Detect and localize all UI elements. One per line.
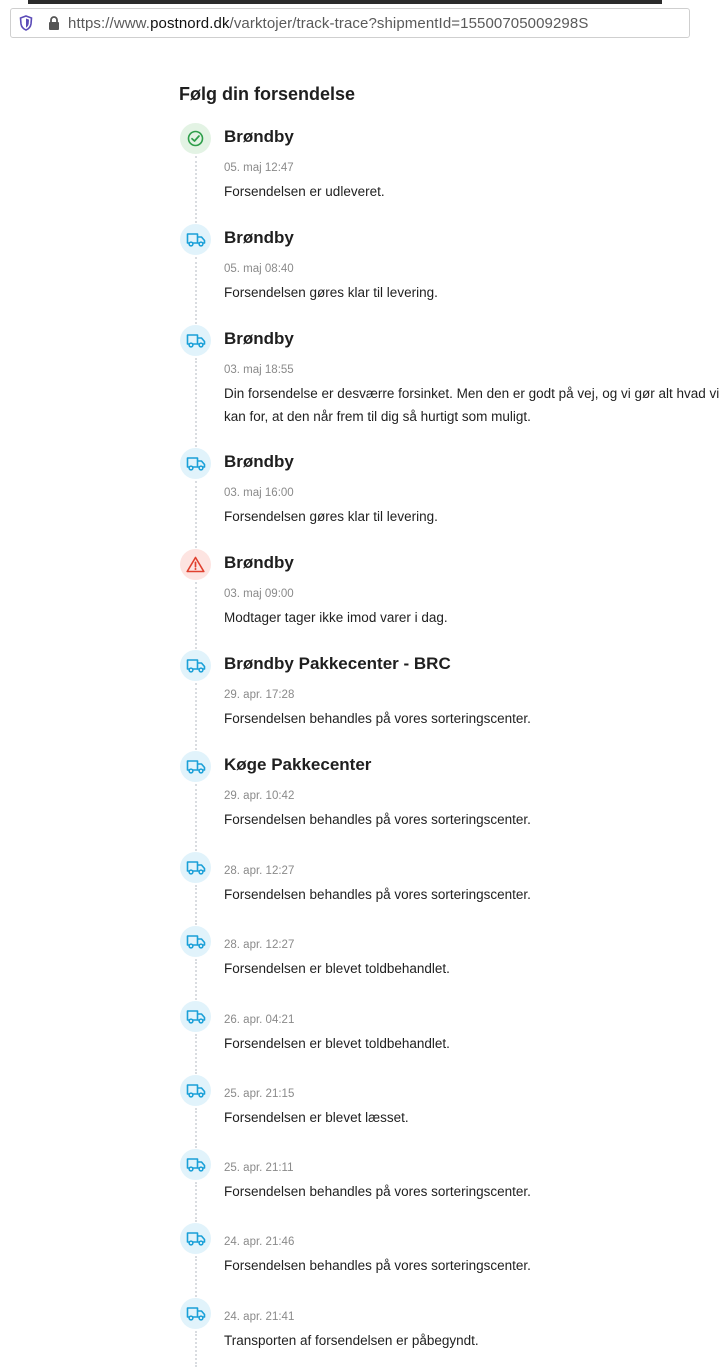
event-timestamp: 24. apr. 21:46 xyxy=(224,1236,295,1248)
event-description xyxy=(224,1032,450,1055)
truck-icon xyxy=(180,1298,211,1329)
event-location: Køge Pakkecenter xyxy=(224,755,372,774)
event-location: Brøndby xyxy=(224,127,294,146)
event-description xyxy=(224,1180,531,1203)
truck-icon xyxy=(180,926,211,957)
event-timestamp: 26. apr. 04:21 xyxy=(224,1014,295,1026)
timeline-connector xyxy=(195,358,197,447)
event-description xyxy=(224,382,719,428)
event-description xyxy=(224,808,531,831)
event-description xyxy=(224,505,438,528)
event-location: Brøndby xyxy=(224,553,294,572)
event-description-line: Forsendelsen behandles på vores sorteringscenter. xyxy=(224,1184,531,1199)
event-description-line: Forsendelsen er blevet toldbehandlet. xyxy=(224,961,450,976)
event-description xyxy=(224,281,438,304)
timeline-connector xyxy=(195,1256,197,1297)
timeline-connector xyxy=(195,885,197,925)
truck-icon xyxy=(180,751,211,782)
event-timestamp: 28. apr. 12:27 xyxy=(224,939,295,951)
event-description-line: kan for, at den når frem til dig så hurtigt som muligt. xyxy=(224,409,531,424)
event-description xyxy=(224,1329,479,1352)
event-location: Brøndby xyxy=(224,452,294,471)
event-description xyxy=(224,606,448,629)
event-description-line: Transporten af forsendelsen er påbegyndt. xyxy=(224,1333,479,1348)
event-location: Brøndby xyxy=(224,228,294,247)
event-description xyxy=(224,957,450,980)
event-timestamp: 24. apr. 21:41 xyxy=(224,1311,295,1323)
event-description-line: Forsendelsen behandles på vores sorteringscenter. xyxy=(224,1258,531,1273)
timeline-connector xyxy=(195,481,197,548)
event-description-line: Forsendelsen er blevet toldbehandlet. xyxy=(224,1036,450,1051)
check-circle-icon xyxy=(180,123,211,154)
truck-icon xyxy=(180,852,211,883)
timeline-connector xyxy=(195,683,197,750)
timeline-connector xyxy=(195,1182,197,1222)
event-timestamp: 05. maj 08:40 xyxy=(224,263,294,275)
event-description xyxy=(224,1254,531,1277)
truck-icon xyxy=(180,224,211,255)
event-timestamp: 29. apr. 10:42 xyxy=(224,790,295,802)
truck-icon xyxy=(180,1075,211,1106)
event-description-line: Forsendelsen er udleveret. xyxy=(224,184,385,199)
truck-icon xyxy=(180,325,211,356)
truck-icon xyxy=(180,448,211,479)
url-text[interactable]: https://www.postnord.dk/varktojer/track-trace?shipmentId=15500705009298S xyxy=(68,15,589,32)
event-description xyxy=(224,1106,409,1129)
truck-icon xyxy=(180,1001,211,1032)
event-location: Brøndby Pakkecenter - BRC xyxy=(224,654,451,673)
event-timestamp: 05. maj 12:47 xyxy=(224,162,294,174)
page-title: Følg din forsendelse xyxy=(179,84,356,104)
timeline-connector xyxy=(195,1034,197,1074)
timeline-connector xyxy=(195,257,197,324)
event-description-line: Forsendelsen behandles på vores sorteringscenter. xyxy=(224,812,531,827)
timeline-connector xyxy=(195,156,197,223)
event-timestamp: 28. apr. 12:27 xyxy=(224,865,295,877)
truck-icon xyxy=(180,1149,211,1180)
event-description-line: Forsendelsen behandles på vores sorteringscenter. xyxy=(224,711,531,726)
truck-icon xyxy=(180,650,211,681)
event-description-line: Forsendelsen gøres klar til levering. xyxy=(224,509,438,524)
event-timestamp: 29. apr. 17:28 xyxy=(224,689,295,701)
event-description xyxy=(224,707,531,730)
event-timestamp: 25. apr. 21:15 xyxy=(224,1088,295,1100)
event-timestamp: 03. maj 09:00 xyxy=(224,588,294,600)
timeline-connector xyxy=(195,1331,197,1367)
timeline-connector xyxy=(195,1108,197,1148)
truck-icon xyxy=(180,1223,211,1254)
timeline-connector xyxy=(195,784,197,851)
event-timestamp: 25. apr. 21:11 xyxy=(224,1162,294,1174)
event-location: Brøndby xyxy=(224,329,294,348)
timeline-connector xyxy=(195,582,197,649)
warning-icon xyxy=(180,549,211,580)
event-timestamp: 03. maj 18:55 xyxy=(224,364,294,376)
event-description xyxy=(224,883,531,906)
event-description-line: Forsendelsen behandles på vores sorteringscenter. xyxy=(224,887,531,902)
timeline-connector xyxy=(195,959,197,1000)
event-description xyxy=(224,180,385,203)
event-description-line: Din forsendelse er desværre forsinket. Men den er godt på vej, og vi gør alt hvad vi xyxy=(224,386,719,401)
event-description-line: Forsendelsen er blevet læsset. xyxy=(224,1110,409,1125)
event-description-line: Forsendelsen gøres klar til levering. xyxy=(224,285,438,300)
event-description-line: Modtager tager ikke imod varer i dag. xyxy=(224,610,448,625)
event-timestamp: 03. maj 16:00 xyxy=(224,487,294,499)
